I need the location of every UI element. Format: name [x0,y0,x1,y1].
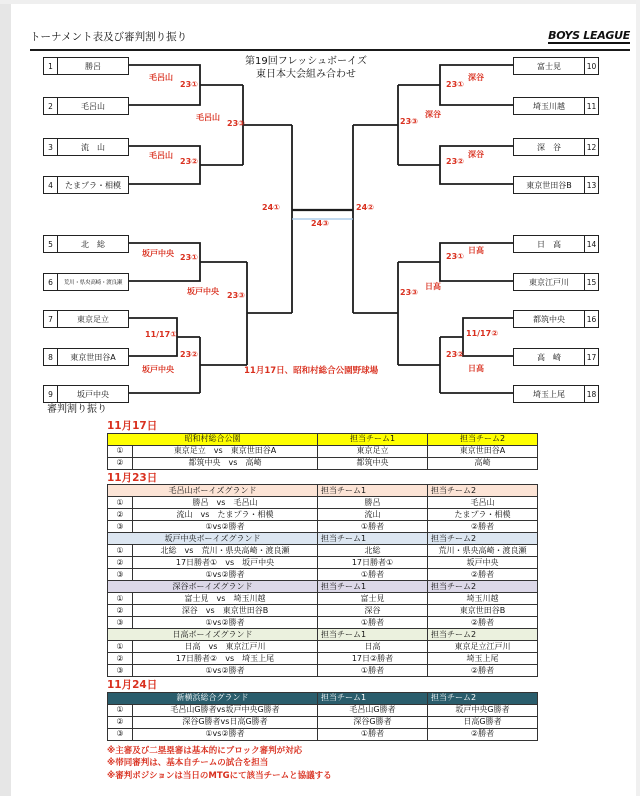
team-name: 富士見 [537,61,561,71]
match-label: 毛呂山 [196,113,220,122]
team-box-1 [43,57,129,75]
table-sakadochuo [107,532,538,581]
match-label: 23② [446,157,464,166]
game-no: ③ [108,728,133,740]
table-row [108,716,538,728]
match-label: 毛呂山 [149,151,173,160]
game-no: ② [108,605,133,617]
duty-team2: ②勝者 [428,521,538,533]
day-heading-nov17: 11月17日 [107,420,158,432]
note-line: ※主審及び二塁塁審は基本的にブロック審判が対応 [107,745,303,756]
col-team1-header: 担当チーム1 [318,581,428,593]
game-no: ② [108,457,133,469]
table-shinyokohama [107,692,538,741]
duty-team1: 東京足立 [318,445,428,457]
note-line: ※審判ポジションは当日のMTGにて該当チームと協議する [107,771,332,782]
matchup: 17日勝者① vs 坂戸中央 [133,557,318,569]
table-row [108,521,538,533]
matchup: 深谷 vs 東京世田谷B [133,605,318,617]
duty-team2: ②勝者 [428,728,538,740]
duty-team2: 埼玉川越 [428,593,538,605]
match-label: 日高 [468,246,484,255]
duty-team2: ②勝者 [428,569,538,581]
game-no: ① [108,641,133,653]
col-team2-header: 担当チーム2 [428,533,538,545]
venue-header: 毛呂山ボーイズグランド [108,485,318,497]
team-box-16 [513,310,599,328]
team-box-3 [43,138,129,156]
matchup: ①vs②勝者 [133,728,318,740]
match-label: 23① [180,80,198,89]
duty-team2: 坂戸中央 [428,557,538,569]
team-seed: 18 [584,386,598,402]
team-seed: 3 [44,139,58,155]
team-box-2 [43,97,129,115]
col-team1-header: 担当チーム1 [318,433,428,445]
matchup: 都筑中央 vs 高崎 [133,457,318,469]
duty-team2: 荒川・県央高崎・渡良瀬 [428,545,538,557]
match-label: 24① [262,203,280,212]
referee-tables [107,418,538,783]
table-row [108,728,538,740]
table-row [108,545,538,557]
game-no: ① [108,497,133,509]
team-seed: 11 [584,98,598,114]
day-heading-nov23: 11月23日 [107,471,158,484]
match-label: 深谷 [425,110,441,119]
page-title: トーナメント表及び審判割り振り [30,31,188,43]
team-box-10 [513,57,599,75]
note-line: ※帯同審判は、基本自チームの試合を担当 [107,758,269,769]
duty-team1: 富士見 [318,593,428,605]
team-seed: 12 [584,139,598,155]
team-name: 流 山 [81,142,105,152]
table-row [108,445,538,457]
duty-team2: 高崎 [428,457,538,469]
match-label: 11/17① [145,330,177,339]
bracket-title-line2: 東日本大会組み合わせ [256,69,356,80]
table-row [108,593,538,605]
team-seed: 1 [44,58,58,74]
team-name: 東京世田谷A [70,352,116,362]
referee-section-heading: 審判割り振り [47,404,107,415]
table-row [108,557,538,569]
team-name: 深 谷 [537,142,561,152]
team-name: 荒川・県央高崎・渡良瀬 [63,280,123,286]
game-no: ③ [108,665,133,677]
game-no: ① [108,545,133,557]
team-name: 都筑中央 [533,314,565,324]
team-box-5 [43,235,129,253]
game-no: ② [108,509,133,521]
duty-team1: 流山 [318,509,428,521]
team-seed: 17 [584,349,598,365]
duty-team1: 毛呂山G勝者 [318,704,428,716]
match-label: 日高 [425,282,441,291]
team-name: 埼玉上尾 [533,389,565,399]
team-box-6 [43,273,129,291]
team-seed: 7 [44,311,58,327]
match-label: 深谷 [468,150,484,159]
table-showamura [107,433,538,470]
team-seed: 4 [44,177,58,193]
team-box-13 [513,176,599,194]
venue-header: 新横浜総合グランド [108,692,318,704]
game-no: ③ [108,569,133,581]
matchup: 勝呂 vs 毛呂山 [133,497,318,509]
matchup: 深谷G勝者vs日高G勝者 [133,716,318,728]
team-box-7 [43,310,129,328]
matchup: ①vs②勝者 [133,521,318,533]
matchup: ①vs②勝者 [133,665,318,677]
venue-header: 日高ボーイズグランド [108,629,318,641]
team-box-18 [513,385,599,403]
matchup: 北総 vs 荒川・県央高崎・渡良瀬 [133,545,318,557]
team-name: 坂戸中央 [77,389,109,399]
duty-team1: 都筑中央 [318,457,428,469]
team-name: 埼玉川越 [533,101,565,111]
table-row [108,605,538,617]
duty-team1: 深谷 [318,605,428,617]
duty-team2: ②勝者 [428,617,538,629]
match-label: 23③ [400,288,418,297]
team-name: 毛呂山 [81,101,105,111]
team-name: たまプラ・相模 [65,180,121,190]
table-row [108,665,538,677]
table-row [108,653,538,665]
match-label: 11/17② [466,329,498,338]
duty-team1: 勝呂 [318,497,428,509]
matchup: 毛呂山G勝者vs坂戸中央G勝者 [133,704,318,716]
duty-team2: 日高G勝者 [428,716,538,728]
table-hidaka [107,628,538,677]
col-team1-header: 担当チーム1 [318,692,428,704]
team-box-17 [513,348,599,366]
duty-team1: 17日②勝者 [318,653,428,665]
team-name: 東京足立 [77,314,109,324]
duty-team1: ①勝者 [318,665,428,677]
team-seed: 10 [584,58,598,74]
duty-team1: ①勝者 [318,521,428,533]
team-box-8 [43,348,129,366]
duty-team2: 毛呂山 [428,497,538,509]
bracket-title [224,55,388,81]
team-box-15 [513,273,599,291]
match-label: 23① [180,253,198,262]
team-seed: 6 [44,274,58,290]
team-seed: 9 [44,386,58,402]
match-label: 23① [446,80,464,89]
team-box-12 [513,138,599,156]
table-fukaya [107,580,538,629]
game-no: ① [108,445,133,457]
team-seed: 8 [44,349,58,365]
boys-league-logo: BOYS LEAGUE [548,29,630,42]
day-heading-nov24: 11月24日 [107,679,158,692]
venue-header: 昭和村総合公園 [108,433,318,445]
match-label: 23② [180,350,198,359]
table-row [108,497,538,509]
duty-team1: ①勝者 [318,728,428,740]
match-label: 23① [446,252,464,261]
table-row [108,617,538,629]
matchup: 東京足立 vs 東京世田谷A [133,445,318,457]
duty-team2: 東京足立江戸川 [428,641,538,653]
duty-team2: 東京世田谷B [428,605,538,617]
team-name: 北 総 [81,239,105,249]
col-team2-header: 担当チーム2 [428,692,538,704]
col-team1-header: 担当チーム1 [318,629,428,641]
team-name: 東京江戸川 [529,277,569,287]
team-seed: 13 [584,177,598,193]
col-team1-header: 担当チーム1 [318,485,428,497]
duty-team1: ①勝者 [318,617,428,629]
venue-date-note: 11月17日、昭和村総合公園野球場 [244,366,379,376]
table-row [108,569,538,581]
match-label: 23③ [227,119,245,128]
duty-team2: ②勝者 [428,665,538,677]
duty-team2: 坂戸中央G勝者 [428,704,538,716]
match-label: 坂戸中央 [142,365,174,374]
table-moroyama [107,484,538,533]
game-no: ② [108,716,133,728]
game-no: ③ [108,617,133,629]
duty-team1: 17日勝者① [318,557,428,569]
duty-team1: 日高 [318,641,428,653]
game-no: ① [108,704,133,716]
matchup: 富士見 vs 埼玉川越 [133,593,318,605]
table-row [108,641,538,653]
venue-header: 深谷ボーイズグランド [108,581,318,593]
col-team2-header: 担当チーム2 [428,485,538,497]
match-label: 23② [180,157,198,166]
matchup: ①vs②勝者 [133,617,318,629]
col-team1-header: 担当チーム1 [318,533,428,545]
duty-team1: 北総 [318,545,428,557]
duty-team2: 埼玉上尾 [428,653,538,665]
match-label: 坂戸中央 [187,287,219,296]
team-seed: 5 [44,236,58,252]
team-name: 日 高 [537,239,561,249]
match-label: 23③ [227,291,245,300]
match-label: 坂戸中央 [142,249,174,258]
table-row [108,509,538,521]
duty-team2: 東京世田谷A [428,445,538,457]
team-seed: 14 [584,236,598,252]
team-seed: 2 [44,98,58,114]
match-label: 24② [356,203,374,212]
team-seed: 15 [584,274,598,290]
team-name: 高 崎 [537,352,561,362]
col-team2-header: 担当チーム2 [428,581,538,593]
col-team2-header: 担当チーム2 [428,629,538,641]
table-row [108,457,538,469]
col-team2-header: 担当チーム2 [428,433,538,445]
matchup: 日高 vs 東京江戸川 [133,641,318,653]
matchup: ①vs②勝者 [133,569,318,581]
bracket-title-line1: 第19回フレッシュボーイズ [245,56,367,67]
match-label: 毛呂山 [149,73,173,82]
referee-notes [107,745,538,783]
matchup: 17日勝者② vs 埼玉上尾 [133,653,318,665]
team-name: 勝呂 [85,61,101,71]
match-label: 深谷 [468,73,484,82]
team-box-14 [513,235,599,253]
duty-team1: 深谷G勝者 [318,716,428,728]
duty-team2: たまプラ・相模 [428,509,538,521]
match-label: 24③ [311,219,329,228]
game-no: ② [108,557,133,569]
duty-team1: ①勝者 [318,569,428,581]
game-no: ① [108,593,133,605]
match-label: 23② [446,350,464,359]
team-box-11 [513,97,599,115]
match-label: 日高 [468,364,484,373]
team-box-4 [43,176,129,194]
team-seed: 16 [584,311,598,327]
table-row [108,704,538,716]
team-name: 東京世田谷B [526,180,572,190]
matchup: 流山 vs たまプラ・相模 [133,509,318,521]
game-no: ③ [108,521,133,533]
match-label: 23③ [400,117,418,126]
venue-header: 坂戸中央ボーイズグランド [108,533,318,545]
game-no: ② [108,653,133,665]
